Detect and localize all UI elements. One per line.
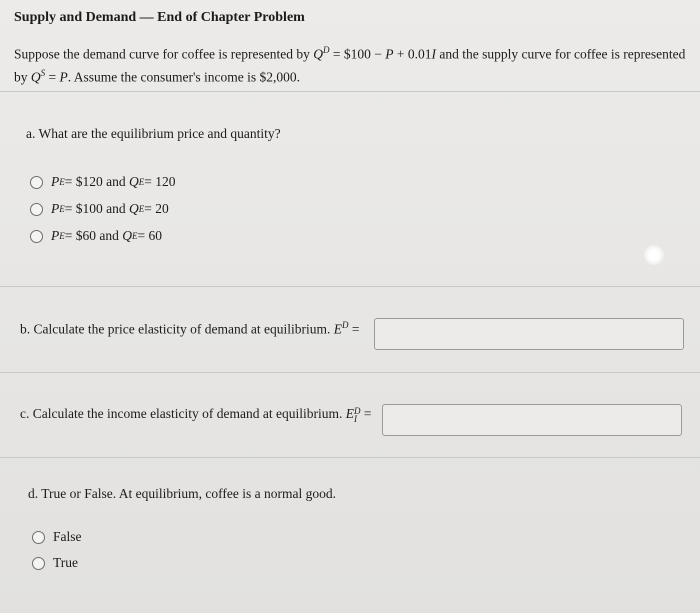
radio-button[interactable] (30, 203, 43, 216)
income-elasticity-input[interactable] (382, 404, 682, 436)
part-d-question: d. True or False. At equilibrium, coffee is a normal good. (28, 486, 336, 501)
price-elasticity-input[interactable] (374, 318, 684, 350)
divider (0, 372, 700, 373)
page-title: Supply and Demand — End of Chapter Problem (14, 10, 305, 25)
divider (0, 286, 700, 287)
part-c-question: c. Calculate the income elasticity of demand at equilibrium. ED I = (20, 405, 372, 424)
option-a3[interactable]: P E = $60 and Q E = 60 (30, 228, 162, 244)
radio-button[interactable] (30, 176, 43, 189)
radio-button[interactable] (32, 531, 45, 544)
radio-button[interactable] (32, 557, 45, 570)
part-a-question: a. What are the equilibrium price and quantity? (26, 126, 281, 141)
option-a2[interactable]: P E = $100 and Q E = 20 (30, 201, 169, 217)
option-true[interactable]: True (32, 555, 78, 571)
option-a1[interactable]: P E = $120 and Q E = 120 (30, 174, 175, 190)
radio-button[interactable] (30, 230, 43, 243)
option-false[interactable]: False (32, 529, 82, 545)
problem-statement: Suppose the demand curve for coffee is represented by $Q^D$ = $100 − P + 0.01I and the supply curve for coffee is represented by $Q^S = P$. Assume the consumer's income is $2,000. (14, 45, 686, 84)
divider (0, 457, 700, 458)
part-b-question: b. Calculate the price elasticity of demand at equilibrium. $E^D$ = (20, 320, 360, 337)
screen-glare (644, 245, 664, 265)
divider (0, 91, 700, 92)
